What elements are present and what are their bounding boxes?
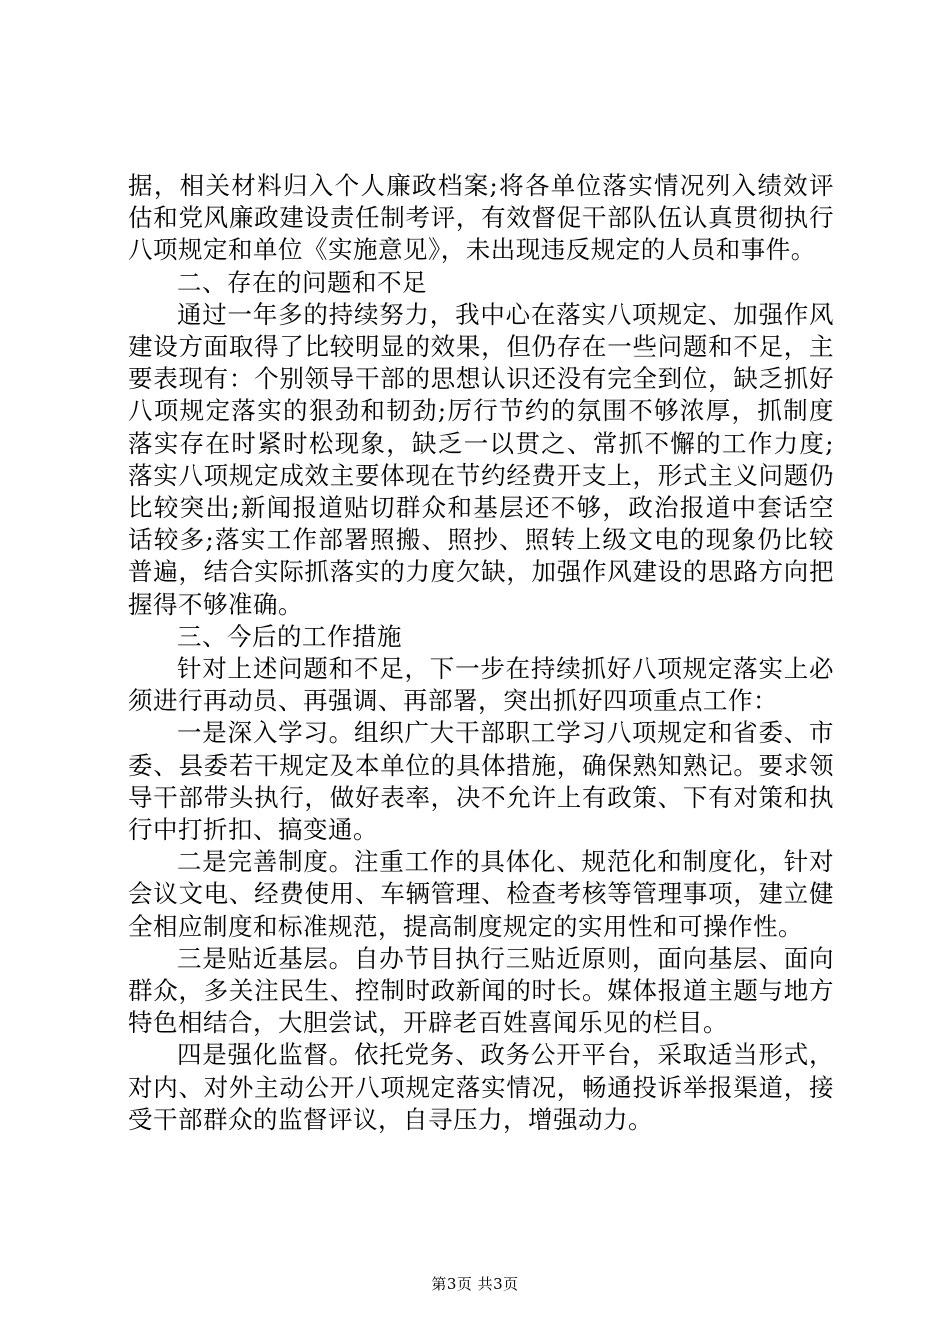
- section-heading-problems: 二、存在的问题和不足: [177, 267, 427, 297]
- paragraph-problems: 通过一年多的持续努力，我中心在落实八项规定、加强作风建设方面取得了比较明显的效果，但仍存在一些问题和不足，主要表现有：个别领导干部的思想认识还没有完全到位，缺乏抓好八项规定落实的狠劲和韧劲;厉行节约的氛围不够浓厚，抓制度落实存在时紧时松现象，缺乏一以贯之、常抓不懈的工作力度;落实八项规定成效主要体现在节约经费开支上，形式主义问题仍比较突出;新闻报道贴切群众和基层还不够，政治报道中套话空话较多;落实工作部署照搬、照抄、照转上级文电的现象仍比较普遍，结合实际抓落实的力度欠缺，加强作风建设的思路方向把握得不够准确。: [128, 299, 834, 619]
- paragraph-measure-grassroots: 三是贴近基层。自办节目执行三贴近原则，面向基层、面向群众，多关注民生、控制时政新闻的时长。媒体报道主题与地方特色相结合，大胆尝试，开辟老百姓喜闻乐见的栏目。: [128, 943, 834, 1038]
- paragraph-measures-intro: 针对上述问题和不足，下一步在持续抓好八项规定落实上必须进行再动员、再强调、再部署，突出抓好四项重点工作：: [128, 654, 834, 716]
- paragraph-measure-study: 一是深入学习。组织广大干部职工学习八项规定和省委、市委、县委若干规定及本单位的具体措施，确保熟知熟记。要求领导干部带头执行，做好表率，决不允许上有政策、下有对策和执行中打折扣、搞变通。: [128, 718, 834, 845]
- page-footer: 第3页 共3页: [431, 1275, 519, 1293]
- paragraph-measure-system: 二是完善制度。注重工作的具体化、规范化和制度化，针对会议文电、经费使用、车辆管理、检查考核等管理事项，建立健全相应制度和标准规范，提高制度规定的实用性和可操作性。: [128, 847, 834, 941]
- section-heading-measures: 三、今后的工作措施: [177, 621, 402, 651]
- paragraph-continuation: 据，相关材料归入个人廉政档案;将各单位落实情况列入绩效评估和党风廉政建设责任制考评，有效督促干部队伍认真贯彻执行八项规定和单位《实施意见》，未出现违反规定的人员和事件。: [128, 171, 834, 265]
- paragraph-measure-supervision: 四是强化监督。依托党务、政务公开平台，采取适当形式，对内、对外主动公开八项规定落实情况，畅通投诉举报渠道，接受干部群众的监督评议，自寻压力，增强动力。: [128, 1040, 834, 1134]
- document-body: [128, 170, 834, 1136]
